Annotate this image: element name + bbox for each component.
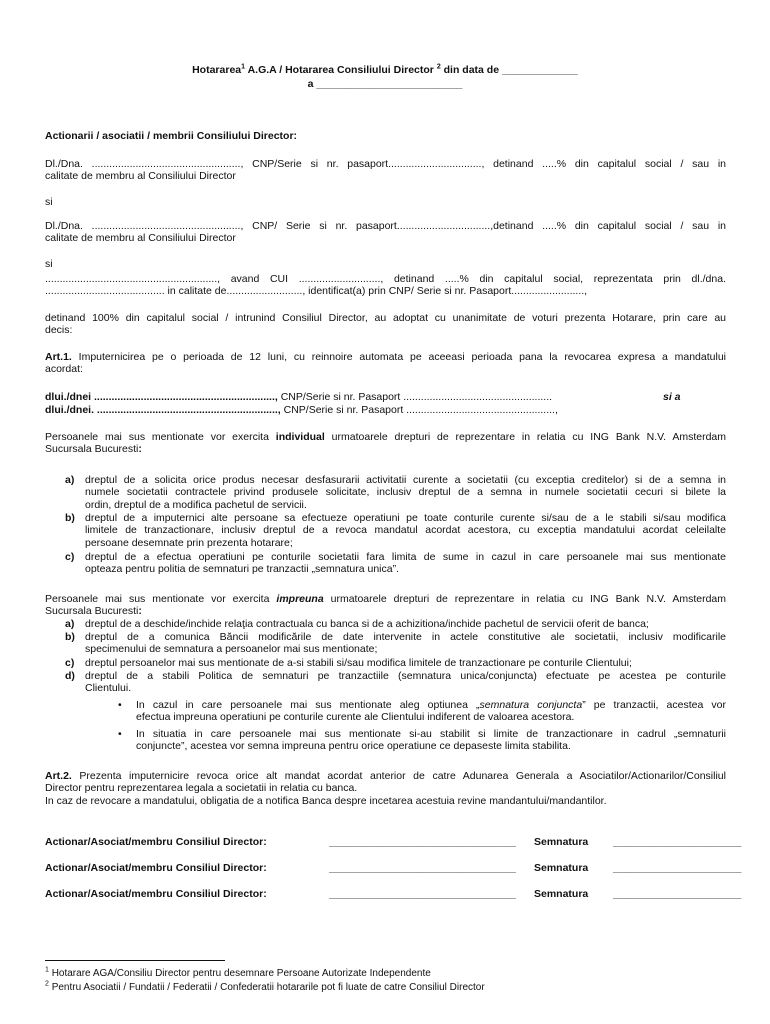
footnote-ref-1: 1 xyxy=(241,63,246,71)
individual-intro-colon: : xyxy=(138,443,142,456)
bullet-italic-term: semnatura conjuncta xyxy=(479,699,583,711)
individual-intro-line-2 xyxy=(45,443,726,455)
joint-rights-intro xyxy=(45,593,726,618)
footnote-divider xyxy=(45,960,225,961)
list-item-line: dreptul de a imputernici alte persoane sa efectueze operatiuni pe toate conturile curente si/sau de a le stabili si/sau modifica xyxy=(85,512,726,524)
party-3 xyxy=(45,273,726,298)
bullet-mark: • xyxy=(118,728,122,740)
list-item-line: dreptul de a deschide/inchide relaţia contractuala cu banca si de a achizitiona/inchide pachetul de servicii oferit de banca; xyxy=(85,618,649,630)
signature-field[interactable]: ______________________ xyxy=(613,836,742,848)
footnote-number: 1 xyxy=(45,966,49,974)
list-label: b) xyxy=(65,512,75,524)
list-label: c) xyxy=(65,551,75,563)
list-item-line: opteaza pentru politia de semnaturi pe tranzactii „semnatura unica”. xyxy=(85,563,400,576)
joint-keyword: impreuna xyxy=(276,593,324,605)
list-label: a) xyxy=(65,474,75,486)
document-title xyxy=(0,64,770,76)
signatory-name-field[interactable]: ________________________________ xyxy=(329,862,516,874)
signature-row xyxy=(45,836,742,850)
signature-label: Semnatura xyxy=(534,862,589,874)
footnote-ref-2: 2 xyxy=(436,63,441,71)
list-item-line: numele societatii contractele privind produsele solicitate, inclusiv dreptul de a semna in numele societatii cecuri si bilete la xyxy=(85,486,726,499)
article-2-line-1 xyxy=(45,770,726,782)
list-item-line: dreptul de a stabili Politica de semnaturi pe tranzactiile (semnatura unica/conjuncta) efectuate pe acestea pe conturile xyxy=(85,670,726,682)
mandatee-2-id-field: CNP/Serie si nr. Pasaport ..................................................., xyxy=(283,404,558,416)
party-2-line-2: calitate de membru al Consiliului Director xyxy=(45,232,236,245)
parties-heading: Actionarii / asociatii / membrii Consiliului Director: xyxy=(45,130,298,142)
party-3-line-2: ......................................... in calitate de.........................., identificat(a) prin CNP/ Serie si nr. Pasaport........................., xyxy=(45,285,588,298)
party-3-line-1: ..........................................................., avand CUI ............................, detinand .....% din capitalul social, reprezentata prin dl./dna. xyxy=(45,273,726,285)
signature-label: Semnatura xyxy=(534,888,589,900)
signatory-label: Actionar/Asociat/membru Consiliul Director: xyxy=(45,888,267,900)
footnote-text: Hotarare AGA/Consiliu Director pentru desemnare Persoane Autorizate Independente xyxy=(51,968,431,979)
list-item-line: limitele de tranzactionare, inclusiv dreptul de a revoca mandatul acordat acestora, cu exceptia mandatului acordat celeilalte xyxy=(85,524,726,537)
list-item-line: Clientului. xyxy=(85,682,132,695)
bullet-line: In situatia in care persoanele mai sus mentionate si-au stabilit si limite de tranzactionare in cadrul „semnaturii xyxy=(136,728,726,740)
list-item-line: dreptul de a efectua operatiuni pe conturile societatii fara limita de sume in cazul in care persoanele mai sus mentionate xyxy=(85,551,726,563)
signature-row xyxy=(45,862,742,876)
footnote-1 xyxy=(45,968,431,980)
list-item-text xyxy=(85,657,726,669)
signature-label: Semnatura xyxy=(534,836,589,848)
article-1-line-1 xyxy=(45,351,726,363)
list-label: b) xyxy=(65,631,75,643)
bullet-text xyxy=(136,699,726,724)
list-label: a) xyxy=(65,618,75,630)
article-1 xyxy=(45,351,726,376)
conjunction-si-2: si xyxy=(45,258,53,270)
list-item-text xyxy=(85,474,726,511)
individual-intro-pre: Persoanele mai sus mentionate vor exercita xyxy=(45,431,269,443)
title-date-field: din data de _____________ xyxy=(443,64,578,76)
signatory-label: Actionar/Asociat/membru Consiliul Director: xyxy=(45,862,267,874)
article-1-label: Art.1. xyxy=(45,351,72,363)
footnote-number: 2 xyxy=(45,980,49,988)
joint-intro-post: urmatoarele drepturi de reprezentare in relatia cu ING Bank N.V. Amsterdam xyxy=(330,593,726,605)
list-item-line: dreptul de a comunica Băncii modificările de date intervenite in actele constitutive ale societatii, inclusiv modificarile xyxy=(85,631,726,643)
individual-right-b xyxy=(65,512,726,549)
article-1-line-2: acordat: xyxy=(45,363,83,376)
signatory-name-field[interactable]: ________________________________ xyxy=(329,836,516,848)
article-2 xyxy=(45,770,726,807)
mandatee-row-2 xyxy=(45,404,726,416)
joint-intro-line-1 xyxy=(45,593,726,605)
joint-intro-colon: : xyxy=(138,605,142,618)
joint-right-c xyxy=(65,657,726,669)
bullet-line xyxy=(136,699,726,711)
bullet-line: conjuncte”, acestea vor semna impreuna pentru orice operatiune ce depaseste limita stabilita. xyxy=(136,740,571,753)
bullet-text-pre: In cazul in care persoanele mai sus mentionate aleg optiunea „ xyxy=(136,699,480,711)
party-2-line-1: Dl./Dna. ..................................................., CNP/ Serie si nr. pasaport................................,detinand .....% din capitalul social / sau in xyxy=(45,220,726,232)
joint-intro-pre: Persoanele mai sus mentionate vor exercita xyxy=(45,593,270,605)
decision-intro xyxy=(45,312,726,337)
joint-right-d xyxy=(65,670,726,695)
joint-right-a xyxy=(65,618,726,630)
article-2-label: Art.2. xyxy=(45,770,72,782)
bullet-mark: • xyxy=(118,699,122,711)
mandatee-1-id-field: CNP/Serie si nr. Pasaport ................................................... xyxy=(280,391,553,403)
mandatee-row-1 xyxy=(45,391,726,404)
list-item-line: dreptul persoanelor mai sus mentionate de a-si stabili si/sau modifica limitele de tranzactionare pe conturile Clientului; xyxy=(85,657,632,669)
conjunction-si-1: si xyxy=(45,196,53,208)
mandatee-1-name-field: dlui./dnei .............................................................., xyxy=(45,391,278,403)
individual-keyword: individual xyxy=(275,431,325,443)
article-1-text: Imputernicirea pe o perioada de 12 luni, cu reinnoire automata pe aceeasi perioada pana la revocarea expresa a mandatului xyxy=(78,351,726,363)
party-1 xyxy=(45,158,726,183)
party-1-line-1: Dl./Dna. ..................................................., CNP/Serie si nr. pasaport................................, detinand .....% din capitalul social / sau in xyxy=(45,158,726,170)
individual-intro-line-1 xyxy=(45,431,726,443)
list-item-line: specimenului de semnatura a persoanelor mai sus mentionate; xyxy=(85,643,378,656)
individual-right-c xyxy=(65,551,726,576)
list-item-text xyxy=(85,631,726,656)
signature-field[interactable]: ______________________ xyxy=(613,862,742,874)
title-body: A.G.A / Hotararea Consiliului Director xyxy=(247,64,434,76)
title-location-line: a _________________________ xyxy=(307,78,463,90)
list-item-text xyxy=(85,670,726,695)
bullet-text-post: ” pe tranzactii, acestea vor xyxy=(582,699,727,711)
signature-row xyxy=(45,888,742,902)
individual-rights-intro xyxy=(45,431,726,456)
list-item-text xyxy=(85,512,726,549)
party-1-line-2: calitate de membru al Consiliului Director xyxy=(45,170,236,183)
list-item-text xyxy=(85,551,726,576)
list-label: d) xyxy=(65,670,75,682)
list-item-line: persoane desemnate prin prezenta hotarare; xyxy=(85,536,293,549)
title-word-hotararea: Hotararea xyxy=(192,64,242,76)
signatory-name-field[interactable]: ________________________________ xyxy=(329,888,516,900)
list-item-line: dreptul de a solicita orice produs necesar desfasurarii activitatii curente a societatii (cu exceptia creditelor) si de a semna in xyxy=(85,474,726,486)
mandatee-conjunction: si a xyxy=(663,391,681,403)
joint-intro-line-2 xyxy=(45,605,726,617)
individual-intro-branch: Sucursala Bucuresti xyxy=(45,443,139,456)
signatory-label: Actionar/Asociat/membru Consiliul Director: xyxy=(45,836,267,848)
article-2-line-3: In caz de revocare a mandatului, obligatia de a notifica Banca despre incetarea acestuia revine mandantului/mandantilor. xyxy=(45,794,607,807)
list-label: c) xyxy=(65,657,75,669)
bullet-conjunct-signature xyxy=(118,699,726,724)
party-2 xyxy=(45,220,726,245)
individual-intro-post: urmatoarele drepturi de reprezentare in relatia cu ING Bank N.V. Amsterdam xyxy=(331,431,727,443)
mandatee-2-name-field: dlui./dnei. .............................................................., xyxy=(45,404,281,416)
decision-intro-line-1: detinand 100% din capitalul social / intrunind Consiliul Director, au adoptat cu unanimitate de voturi prezenta Hotarare, prin care au xyxy=(45,312,726,324)
joint-intro-branch: Sucursala Bucuresti xyxy=(45,605,139,618)
article-2-line-2: Director pentru reprezentarea legala a societatii in relatia cu banca. xyxy=(45,782,358,795)
list-item-text xyxy=(85,618,726,630)
bullet-line: efectua impreuna operatiuni pe conturile curente ale Clientului indiferent de valoarea acestora. xyxy=(136,711,575,724)
footnote-2 xyxy=(45,982,485,994)
decision-intro-line-2: decis: xyxy=(45,324,73,337)
joint-right-b xyxy=(65,631,726,656)
signature-field[interactable]: ______________________ xyxy=(613,888,742,900)
footnote-text: Pentru Asociatii / Fundatii / Federatii / Confederatii hotararile pot fi luate de catre Consiliul Director xyxy=(51,982,485,993)
list-item-line: ordin, dreptul de a modifica pachetul de servicii. xyxy=(85,498,307,511)
article-2-text: Prezenta imputernicire revoca orice alt mandat acordat anterior de catre Adunarea Generala a Asociatilor/Actionarilor/Consiliul xyxy=(79,770,726,782)
bullet-transaction-limits xyxy=(118,728,726,753)
bullet-text xyxy=(136,728,726,753)
individual-right-a xyxy=(65,474,726,511)
